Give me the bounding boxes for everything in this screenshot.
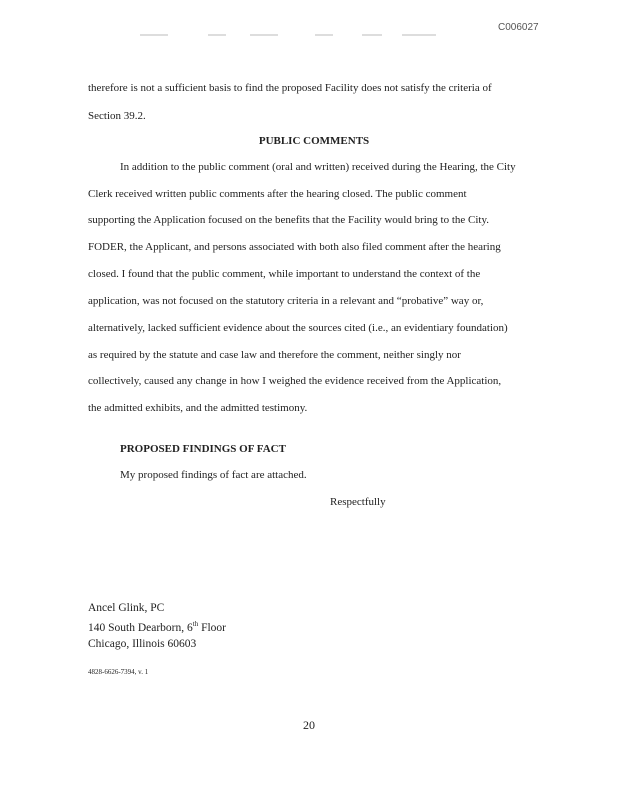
section-heading-public-comments: PUBLIC COMMENTS <box>258 135 370 147</box>
body-line: closed. I found that the public comment, while important to understand the context of the <box>88 268 481 280</box>
body-line: Section 39.2. <box>88 110 146 122</box>
body-line: as required by the statute and case law and therefore the comment, neither singly nor <box>88 349 461 361</box>
body-line: FODER, the Applicant, and persons associated with both also filed comment after the hearing <box>88 241 501 253</box>
body-line: My proposed findings of fact are attached. <box>120 469 307 481</box>
body-line: therefore is not a sufficient basis to find the proposed Facility does not satisfy the criteria of <box>88 82 492 94</box>
firm-name: Ancel Glink, PC <box>88 602 165 614</box>
body-line: the admitted exhibits, and the admitted testimony. <box>88 402 308 414</box>
page-number: 20 <box>303 718 315 732</box>
faint-header-marks <box>140 34 440 38</box>
firm-address: 140 South Dearborn, 6th Floor <box>88 620 227 634</box>
document-id: 4828-6626-7394, v. 1 <box>88 668 149 676</box>
signature-block <box>88 600 226 652</box>
body-line: supporting the Application focused on the benefits that the Facility would bring to the City. <box>88 214 490 226</box>
body-line: Clerk received written public comments after the hearing closed. The public comment <box>88 188 467 200</box>
section-heading-findings: PROPOSED FINDINGS OF FACT <box>120 443 286 455</box>
body-line: application, was not focused on the statutory criteria in a relevant and “probative” way or, <box>88 295 484 307</box>
body-line: alternatively, lacked sufficient evidence about the sources cited (i.e., an evidentiary foundation) <box>88 322 508 334</box>
firm-city: Chicago, Illinois 60603 <box>88 637 197 650</box>
closing: Respectfully <box>330 496 386 508</box>
body-line: In addition to the public comment (oral and written) received during the Hearing, the City <box>120 161 516 173</box>
bates-number: C006027 <box>498 22 539 33</box>
body-line: collectively, caused any change in how I weighed the evidence received from the Application, <box>88 375 502 387</box>
